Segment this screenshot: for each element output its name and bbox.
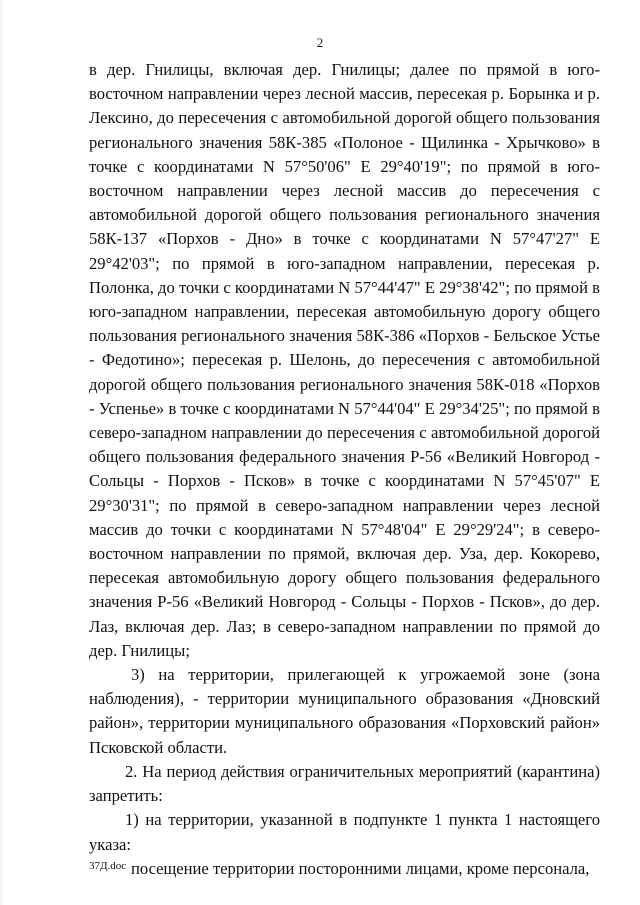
paragraph-subpoint-1: 1) на территории, указанной в подпункте 1 пункта 1 настоящего указа:: [89, 810, 600, 854]
scan-edge: [0, 0, 5, 905]
page-number: 2: [316, 35, 324, 50]
paragraph-prohibitions-heading: 2. На период действия ограничительных мероприятий (карантина) запретить:: [89, 761, 600, 806]
paragraph-zone-boundary: в дер. Гнилицы, включая дер. Гнилицы; далее по прямой в юго-восточном направлении через лесной массив, пересекая р. Борынка и р. Лексино, до пересечения с автомобильной дорогой общего пользования регионального значения 58К-385 «Полоное - Щилинка - Хрычково» в точке с координатами N 57°50'06" E 29°40'19"; по прямой в юго-восточном направлении через лесной массив до пересечения с автомобильной дорогой общего пользования регионального значения 58К-137 «Порхов - Дно» в точке с координатами N 57°47'27" E 29°42'03"; по прямой в юго-западном направлении, пересекая р. Полонка, до точки с координатами N 57°44'47" E 29°38'42"; по прямой в юго-западном направлении, пересекая автомобильную дорогу общего пользования регионального значения 58К-386 «Порхов - Бельское Устье - Федотино»; пересекая р. Шелонь, до пересечения с автомобильной дорогой общего пользования регионального значения 58К-018 «Порхов - Успенье» в точке с координатами N 57°44'04" E 29°34'25"; по прямой в северо-западном направлении до пересечения с автомобильной дорогой общего пользования федерального значения Р-56 «Великий Новгород - Сольцы - Порхов - Псков» в точке с координатами N 57°45'07" E 29°30'31"; по прямой в северо-западном направлении через лесной массив до точки с координатами N 57°48'04" E 29°29'24"; в северо-восточном направлении по прямой, включая дер. Уза, дер. Кокорево, пересекая автомобильную дорогу общего пользования федерального значения Р-56 «Великий Новгород - Сольцы - Порхов - Псков», до дер. Лаз, включая дер. Лаз; в северо-западном направлении по прямой до дер. Гнилицы;: [89, 60, 600, 660]
paragraph-observation-zone: 3) на территории, прилегающей к угрожаемой зоне (зона наблюдения), - территории муниципального образования «Дновский район», территории муниципального образования «Порховский район» Псковской области.: [89, 665, 600, 757]
file-name-footer: 37Д.doc: [89, 860, 127, 872]
document-body: [89, 58, 600, 881]
paragraph-visit-ban: посещение территории посторонними лицами, кроме персонала,: [131, 858, 590, 878]
